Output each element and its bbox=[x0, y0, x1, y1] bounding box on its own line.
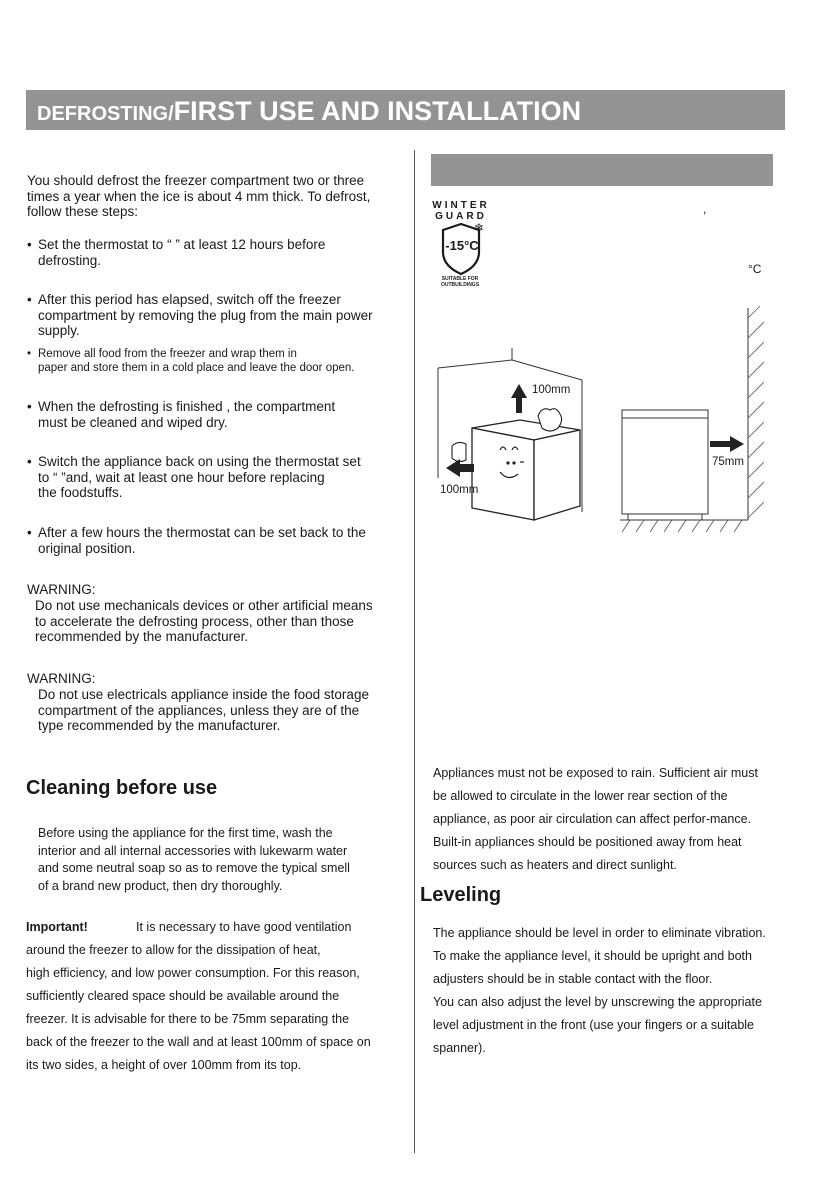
leveling-text: The appliance should be level in order to eliminate vibration. To make the appliance level, it should be upright and both adjusters should be in stable contact with the floor. You can also adjust the level by unscrewing the appropriate level adjustment in the front (use your fingers or a suitable spanner). bbox=[433, 926, 766, 1055]
defrost-step-6: • After a few hours the thermostat can be set back to the original position. bbox=[27, 525, 366, 556]
arrow-right-icon bbox=[710, 436, 744, 452]
warning-1-text: Do not use mechanicals devices or other artificial means to accelerate the defrosting process, other than those recommended by the manufacturer. bbox=[35, 598, 373, 644]
defrost-intro: You should defrost the freezer compartment two or three times a year when the ice is about 4 mm thick. To defrost, follow these steps: bbox=[27, 173, 371, 219]
snowflake-icon: ❄ bbox=[473, 222, 485, 235]
rear-clearance-label: 75mm bbox=[712, 456, 744, 468]
column-divider bbox=[414, 150, 415, 1153]
side-view bbox=[620, 308, 748, 520]
winter-guard-logo: WINTER GUARD bbox=[432, 200, 490, 222]
cleaning-heading: Cleaning before use bbox=[26, 777, 218, 799]
defrost-step-2: • After this period has elapsed, switch off the freezer compartment by removing the plug from the main power supply. bbox=[27, 292, 373, 338]
leveling-heading: Leveling bbox=[420, 884, 502, 906]
defrost-step-3: • Remove all food from the freezer and wrap them in paper and store them in a cold place and leave the door open. bbox=[27, 348, 355, 374]
arrow-up-icon bbox=[511, 384, 527, 413]
winter-guard-shield-icon bbox=[437, 222, 485, 276]
degree-symbol: °C bbox=[748, 262, 762, 276]
winter-guard-suitable: SUITABLE FOR OUTBUILDINGS bbox=[440, 276, 480, 288]
stray-comma: , bbox=[703, 202, 707, 216]
arrow-left-icon bbox=[446, 459, 474, 477]
top-clearance-label: 100mm bbox=[532, 384, 571, 396]
section-header-bar bbox=[431, 154, 773, 186]
freezer-perspective bbox=[472, 420, 580, 520]
installation-clearance-diagram bbox=[430, 298, 772, 538]
section-banner bbox=[26, 90, 785, 130]
defrost-step-1: • Set the thermostat to “ ” at least 12 hours before defrosting. bbox=[27, 237, 326, 268]
side-clearance-label: 100mm bbox=[440, 484, 479, 496]
banner-title: DEFROSTING/FIRST USE AND INSTALLATION bbox=[37, 96, 582, 126]
defrost-step-5: • Switch the appliance back on using the thermostat set to “ ”and, wait at least one hour before replacing the foodstuffs. bbox=[27, 454, 361, 500]
cleaning-text: Before using the appliance for the first time, wash the interior and all internal accessories with lukewarm water and some neutral soap so as to remove the typical smell of a brand new product, then dry thoroughly. bbox=[38, 826, 350, 893]
warning-2-text: Do not use electricals appliance inside the food storage compartment of the appliances, unless they are of the type recommended by the manufacturer. bbox=[38, 687, 369, 733]
installation-text: Appliances must not be exposed to rain. Sufficient air must be allowed to circulate in the lower rear section of the appliance, as poor air circulation can affect perfor-mance. Built-in appliances should be positioned away from heat sources such as heaters and direct sunlight. bbox=[433, 766, 758, 872]
winter-guard-temp: -15°C bbox=[445, 238, 479, 253]
important-label: Important! bbox=[26, 920, 88, 934]
defrost-step-4: • When the defrosting is finished , the compartment must be cleaned and wiped dry. bbox=[27, 399, 336, 430]
important-note: Important! It is necessary to have good ventilation around the freezer to allow for the dissipation of heat, high efficiency, and low power consumption. For this reason, sufficiently cleared space should be available around the freezer. It is advisable for there to be 75mm separating the back of the freezer to the wall and at least 100mm of space on its two sides, a height of over 100mm from its top. bbox=[26, 916, 371, 1077]
warning-1-title: WARNING: bbox=[27, 582, 96, 597]
warning-2-title: WARNING: bbox=[27, 671, 96, 686]
